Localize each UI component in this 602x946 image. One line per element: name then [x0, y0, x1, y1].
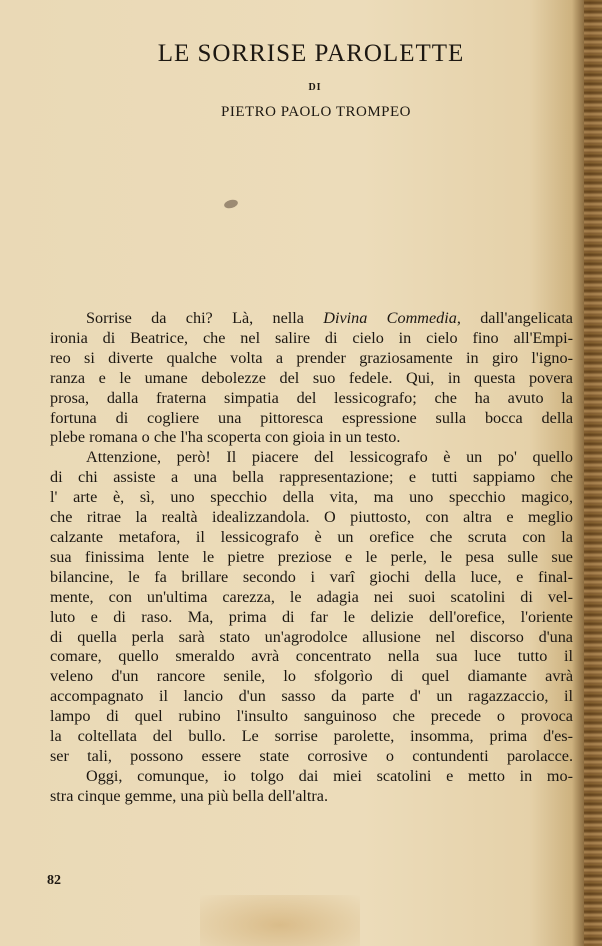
- paper-stain: [200, 895, 360, 946]
- text-line: Attenzione, però! Il piacere del lessicografo è un po' quello: [86, 448, 573, 467]
- text-line: luto e di raso. Ma, prima di far le delizie dell'orefice, l'oriente: [50, 607, 573, 626]
- page-edge: [584, 0, 602, 946]
- chapter-title: LE SORRISE PAROLETTE: [157, 40, 465, 67]
- text-line: prosa, dalla fraterna simpatia del lessicografo; che ha avuto la: [50, 388, 573, 407]
- text-line: comare, quello smeraldo avrà concentrato nella sua luce tutto il: [50, 647, 573, 666]
- text-line: la coltellata del bullo. Le sorrise parolette, insomma, prima d'es-: [50, 727, 573, 746]
- text-line: Oggi, comunque, io tolgo dai miei scatolini e metto in mo-: [86, 766, 573, 785]
- page-number: 82: [47, 873, 61, 888]
- text-line: reo si diverte qualche volta a prender graziosamente in giro l'igno-: [50, 348, 573, 367]
- text-line: di chi assiste a una bella rappresentazione; e tutti sappiamo che: [50, 468, 573, 487]
- text-line: accompagnato il lancio d'un sasso da parte d' un ragazzaccio, il: [50, 687, 573, 706]
- text-line: fortuna di cogliere una pittoresca espressione sulla bocca della: [50, 408, 573, 427]
- text-line: che ritrae la realtà idealizzandola. O piuttosto, con altra e meglio: [50, 508, 573, 527]
- body-text: [50, 309, 573, 807]
- text-line: lampo di quel rubino l'insulto sanguinoso che precede o provoca: [50, 707, 573, 726]
- text-line: ironia di Beatrice, che nel salire di cielo in cielo fino all'Empi-: [50, 328, 573, 347]
- ink-speck: [223, 198, 239, 209]
- author-name: PIETRO PAOLO TROMPEO: [220, 104, 412, 120]
- text-line: bilancine, le fa brillare secondo i varî giochi della luce, e final-: [50, 567, 573, 586]
- text-line: di quella perla sarà stato un'agrodolce allusione nel discorso d'una: [50, 627, 573, 646]
- text-line: mente, con un'ultima carezza, le adagia nei suoi scatolini di vel-: [50, 587, 573, 606]
- text-line: plebe romana o che l'ha scoperta con gioia in un testo.: [50, 428, 401, 447]
- byline-di: DI: [308, 82, 322, 93]
- text-line: veleno d'un rancore senile, lo sfolgorìo di quel diamante avrà: [50, 667, 573, 686]
- text-line: ranza e le umane debolezze del suo fedele. Qui, in questa povera: [50, 368, 573, 387]
- text-line: stra cinque gemme, una più bella dell'altra.: [50, 786, 329, 805]
- text-line: Sorrise da chi? Là, nella Divina Commedia, dall'angelicata: [86, 309, 573, 327]
- text-line: sua finissima lente le pietre preziose e le perle, le pesa sulle sue: [50, 547, 573, 566]
- text-line: l' arte è, sì, uno specchio della vita, ma uno specchio magico,: [50, 488, 573, 507]
- text-line: ser tali, possono essere state corrosive o contundenti parolacce.: [50, 746, 573, 765]
- text-line: calzante metafora, il lessicografo è un orefice che scruta con la: [50, 527, 573, 546]
